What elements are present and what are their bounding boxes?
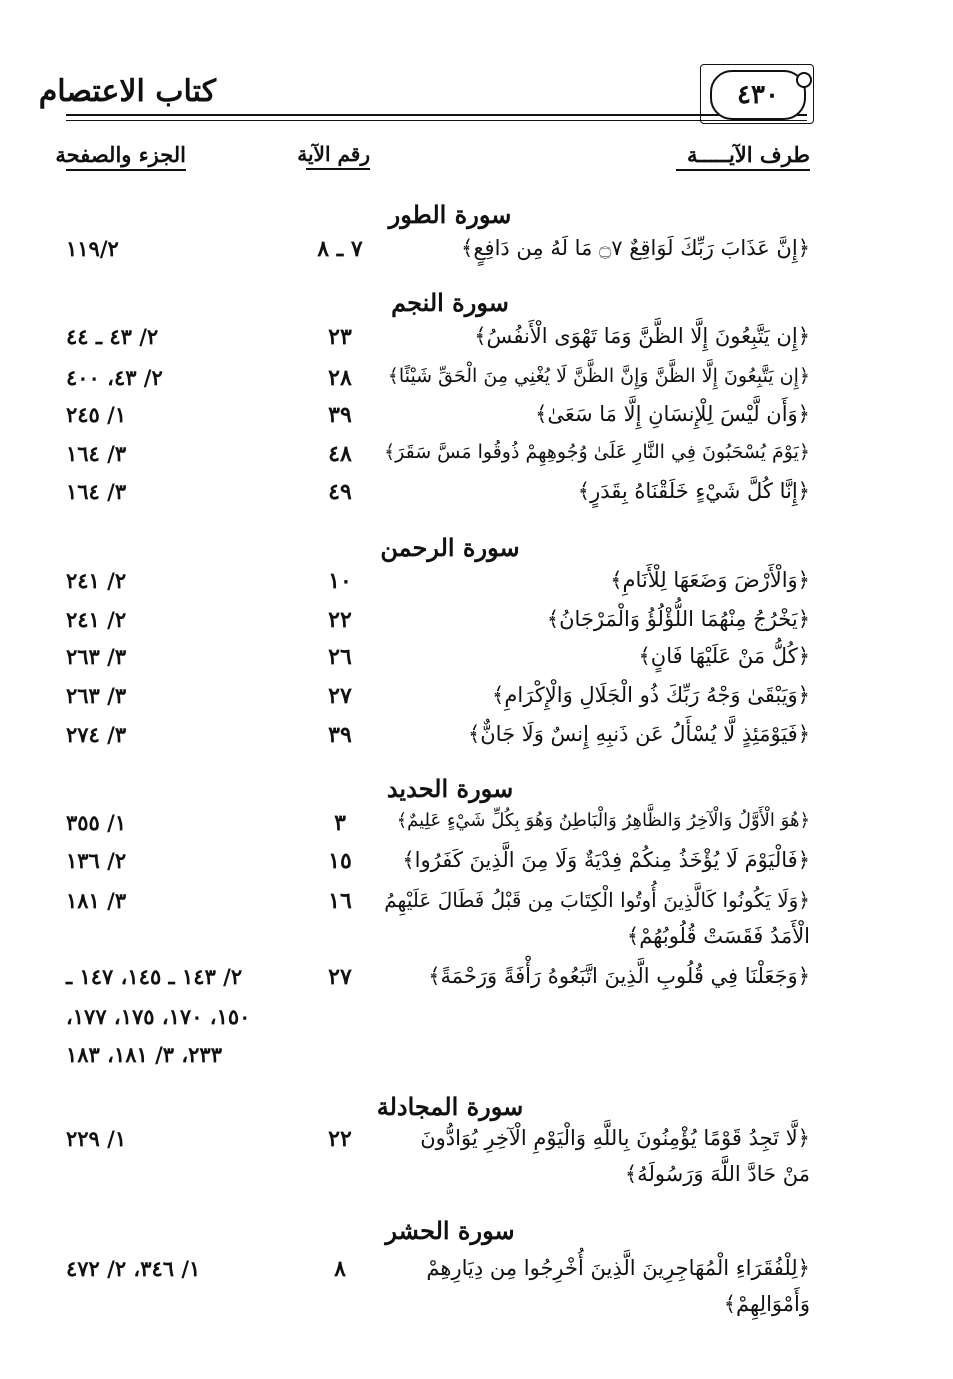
book-title: كتاب الاعتصام — [38, 74, 216, 109]
verse-number: ٢٢ — [328, 1126, 352, 1152]
verse-number: ٣ — [334, 810, 346, 836]
surah-title: سورة الحشر — [385, 1216, 515, 1245]
volume-page-ref: ١/ ٣٤٦، ٢/ ٤٧٢ — [66, 1256, 201, 1281]
verse-number: ٤٨ — [328, 441, 352, 467]
verse-text: ﴿وَلَا يَكُونُوا كَالَّذِينَ أُوتُوا الْكِتَابَ مِن قَبْلُ فَطَالَ عَلَيْهِمُ — [384, 888, 810, 912]
verse-text: ﴿إِن يَتَّبِعُونَ إِلَّا الظَّنَّ وَإِنَّ الظَّنَّ لَا يُغْنِي مِنَ الْحَقِّ شَيْئًا﴾ — [387, 365, 810, 387]
verse-number: ٢٢ — [328, 607, 352, 633]
verse-number: ٢٧ — [328, 964, 352, 990]
surah-title: سورة الحديد — [386, 774, 514, 803]
verse-number: ٣٩ — [328, 402, 352, 428]
surah-title: سورة الطور — [388, 200, 512, 229]
verse-text-continued: الْأَمَدُ فَقَسَتْ قُلُوبُهُمْ﴾ — [626, 924, 810, 948]
volume-page-ref-continued: ٢٣٣، ٣/ ١٨١، ١٨٣ — [66, 1042, 222, 1067]
verse-text: ﴿وَأَن لَّيْسَ لِلْإِنسَانِ إِلَّا مَا سَعَىٰ﴾ — [535, 402, 810, 426]
verse-text-continued: وَأَمْوَالِهِمْ﴾ — [723, 1292, 810, 1316]
column-heading-verse-start: طرف الآيـــــة — [676, 142, 810, 171]
verse-text: ﴿هُوَ الْأَوَّلُ وَالْآخِرُ وَالظَّاهِرُ وَالْبَاطِنُ وَهُوَ بِكُلِّ شَيْءٍ عَلِيمٌ﴾ — [396, 810, 810, 831]
verse-number: ٨ — [334, 1256, 346, 1282]
volume-page-ref: ١/ ٢٢٩ — [66, 1126, 127, 1151]
verse-text: ﴿إِنَّ عَذَابَ رَبِّكَ لَوَاقِعٌ ۝٧ مَا لَهُ مِن دَافِعٍ﴾ — [461, 236, 810, 260]
volume-page-ref: ١/ ٣٥٥ — [66, 810, 127, 835]
verse-text: ﴿فَيَوْمَئِذٍ لَّا يُسْأَلُ عَن ذَنبِهِ إِنسٌ وَلَا جَانٌّ﴾ — [467, 722, 810, 746]
verse-number: ٢٦ — [328, 644, 352, 670]
verse-number: ١٠ — [328, 568, 352, 594]
volume-page-ref: ٣/ ٢٦٣ — [66, 644, 127, 669]
volume-page-ref: ٢/ ٢٤١ — [66, 607, 127, 632]
verse-text: ﴿وَجَعَلْنَا فِي قُلُوبِ الَّذِينَ اتَّبَعُوهُ رَأْفَةً وَرَحْمَةً﴾ — [428, 964, 810, 988]
volume-page-ref: ٢/ ١٤٣ ـ ١٤٥، ١٤٧ ـ — [66, 964, 243, 989]
volume-page-ref: ٣/ ١٦٤ — [66, 441, 127, 466]
header-rule-thin — [66, 120, 807, 121]
surah-title: سورة النجم — [391, 288, 509, 317]
verse-text: ﴿لِلْفُقَرَاءِ الْمُهَاجِرِينَ الَّذِينَ أُخْرِجُوا مِن دِيَارِهِمْ — [426, 1256, 810, 1280]
verse-number: ٢٧ — [328, 683, 352, 709]
verse-number: ١٥ — [328, 848, 352, 874]
verse-text: ﴿لَّا تَجِدُ قَوْمًا يُؤْمِنُونَ بِاللَّهِ وَالْيَوْمِ الْآخِرِ يُوَادُّونَ — [420, 1126, 810, 1150]
volume-page-ref: ١١٩/٢ — [66, 236, 119, 261]
verse-text: ﴿يَخْرُجُ مِنْهُمَا اللُّؤْلُؤُ وَالْمَرْجَانُ﴾ — [546, 607, 810, 631]
verse-text: ﴿كُلُّ مَنْ عَلَيْهَا فَانٍ﴾ — [638, 644, 810, 668]
verse-text: ﴿وَالْأَرْضَ وَضَعَهَا لِلْأَنَامِ﴾ — [610, 568, 810, 592]
volume-page-ref: ٣/ ٢٧٤ — [66, 722, 127, 747]
verse-number: ٢٣ — [328, 324, 352, 350]
volume-page-ref: ٢/ ٤٣ ـ ٤٤ — [66, 324, 159, 349]
verse-number: ٧ ـ ٨ — [317, 236, 363, 262]
page-number: ٤٣٠ — [710, 70, 806, 120]
verse-text: ﴿إِن يَتَّبِعُونَ إِلَّا الظَّنَّ وَمَا تَهْوَى الْأَنفُسُ﴾ — [474, 324, 810, 348]
volume-page-ref: ٢/ ١٣٦ — [66, 848, 127, 873]
column-heading-verse-number: رقم الآية — [306, 142, 370, 170]
volume-page-ref: ١/ ٢٤٥ — [66, 402, 127, 427]
column-heading-volume-page: الجزء والصفحة — [66, 142, 186, 171]
volume-page-ref: ٢/ ٢٤١ — [66, 568, 127, 593]
verse-text: ﴿فَالْيَوْمَ لَا يُؤْخَذُ مِنكُمْ فِدْيَةٌ وَلَا مِنَ الَّذِينَ كَفَرُوا﴾ — [402, 848, 810, 872]
verse-text: ﴿إِنَّا كُلَّ شَيْءٍ خَلَقْنَاهُ بِقَدَرٍ﴾ — [577, 479, 810, 503]
verse-number: ٤٩ — [328, 479, 352, 505]
ornament-dot — [796, 72, 812, 88]
surah-title: سورة الرحمن — [380, 533, 520, 562]
volume-page-ref-continued: ١٥٠، ١٧٠، ١٧٥، ١٧٧، — [66, 1004, 251, 1029]
volume-page-ref: ٣/ ٢٦٣ — [66, 683, 127, 708]
verse-number: ١٦ — [328, 888, 352, 914]
verse-text-continued: مَنْ حَادَّ اللَّهَ وَرَسُولَهُ﴾ — [624, 1162, 810, 1186]
volume-page-ref: ٣/ ١٨١ — [66, 888, 127, 913]
surah-title: سورة المجادلة — [376, 1092, 524, 1121]
volume-page-ref: ٢/ ٤٣، ٤٠٠ — [66, 365, 163, 390]
verse-text: ﴿يَوْمَ يُسْحَبُونَ فِي النَّارِ عَلَىٰ وُجُوهِهِمْ ذُوقُوا مَسَّ سَقَرَ﴾ — [384, 441, 810, 463]
header-rule — [66, 114, 807, 116]
verse-text: ﴿وَيَبْقَىٰ وَجْهُ رَبِّكَ ذُو الْجَلَالِ وَالْإِكْرَامِ﴾ — [492, 683, 810, 707]
volume-page-ref: ٣/ ١٦٤ — [66, 479, 127, 504]
verse-number: ٢٨ — [328, 365, 352, 391]
verse-number: ٣٩ — [328, 722, 352, 748]
